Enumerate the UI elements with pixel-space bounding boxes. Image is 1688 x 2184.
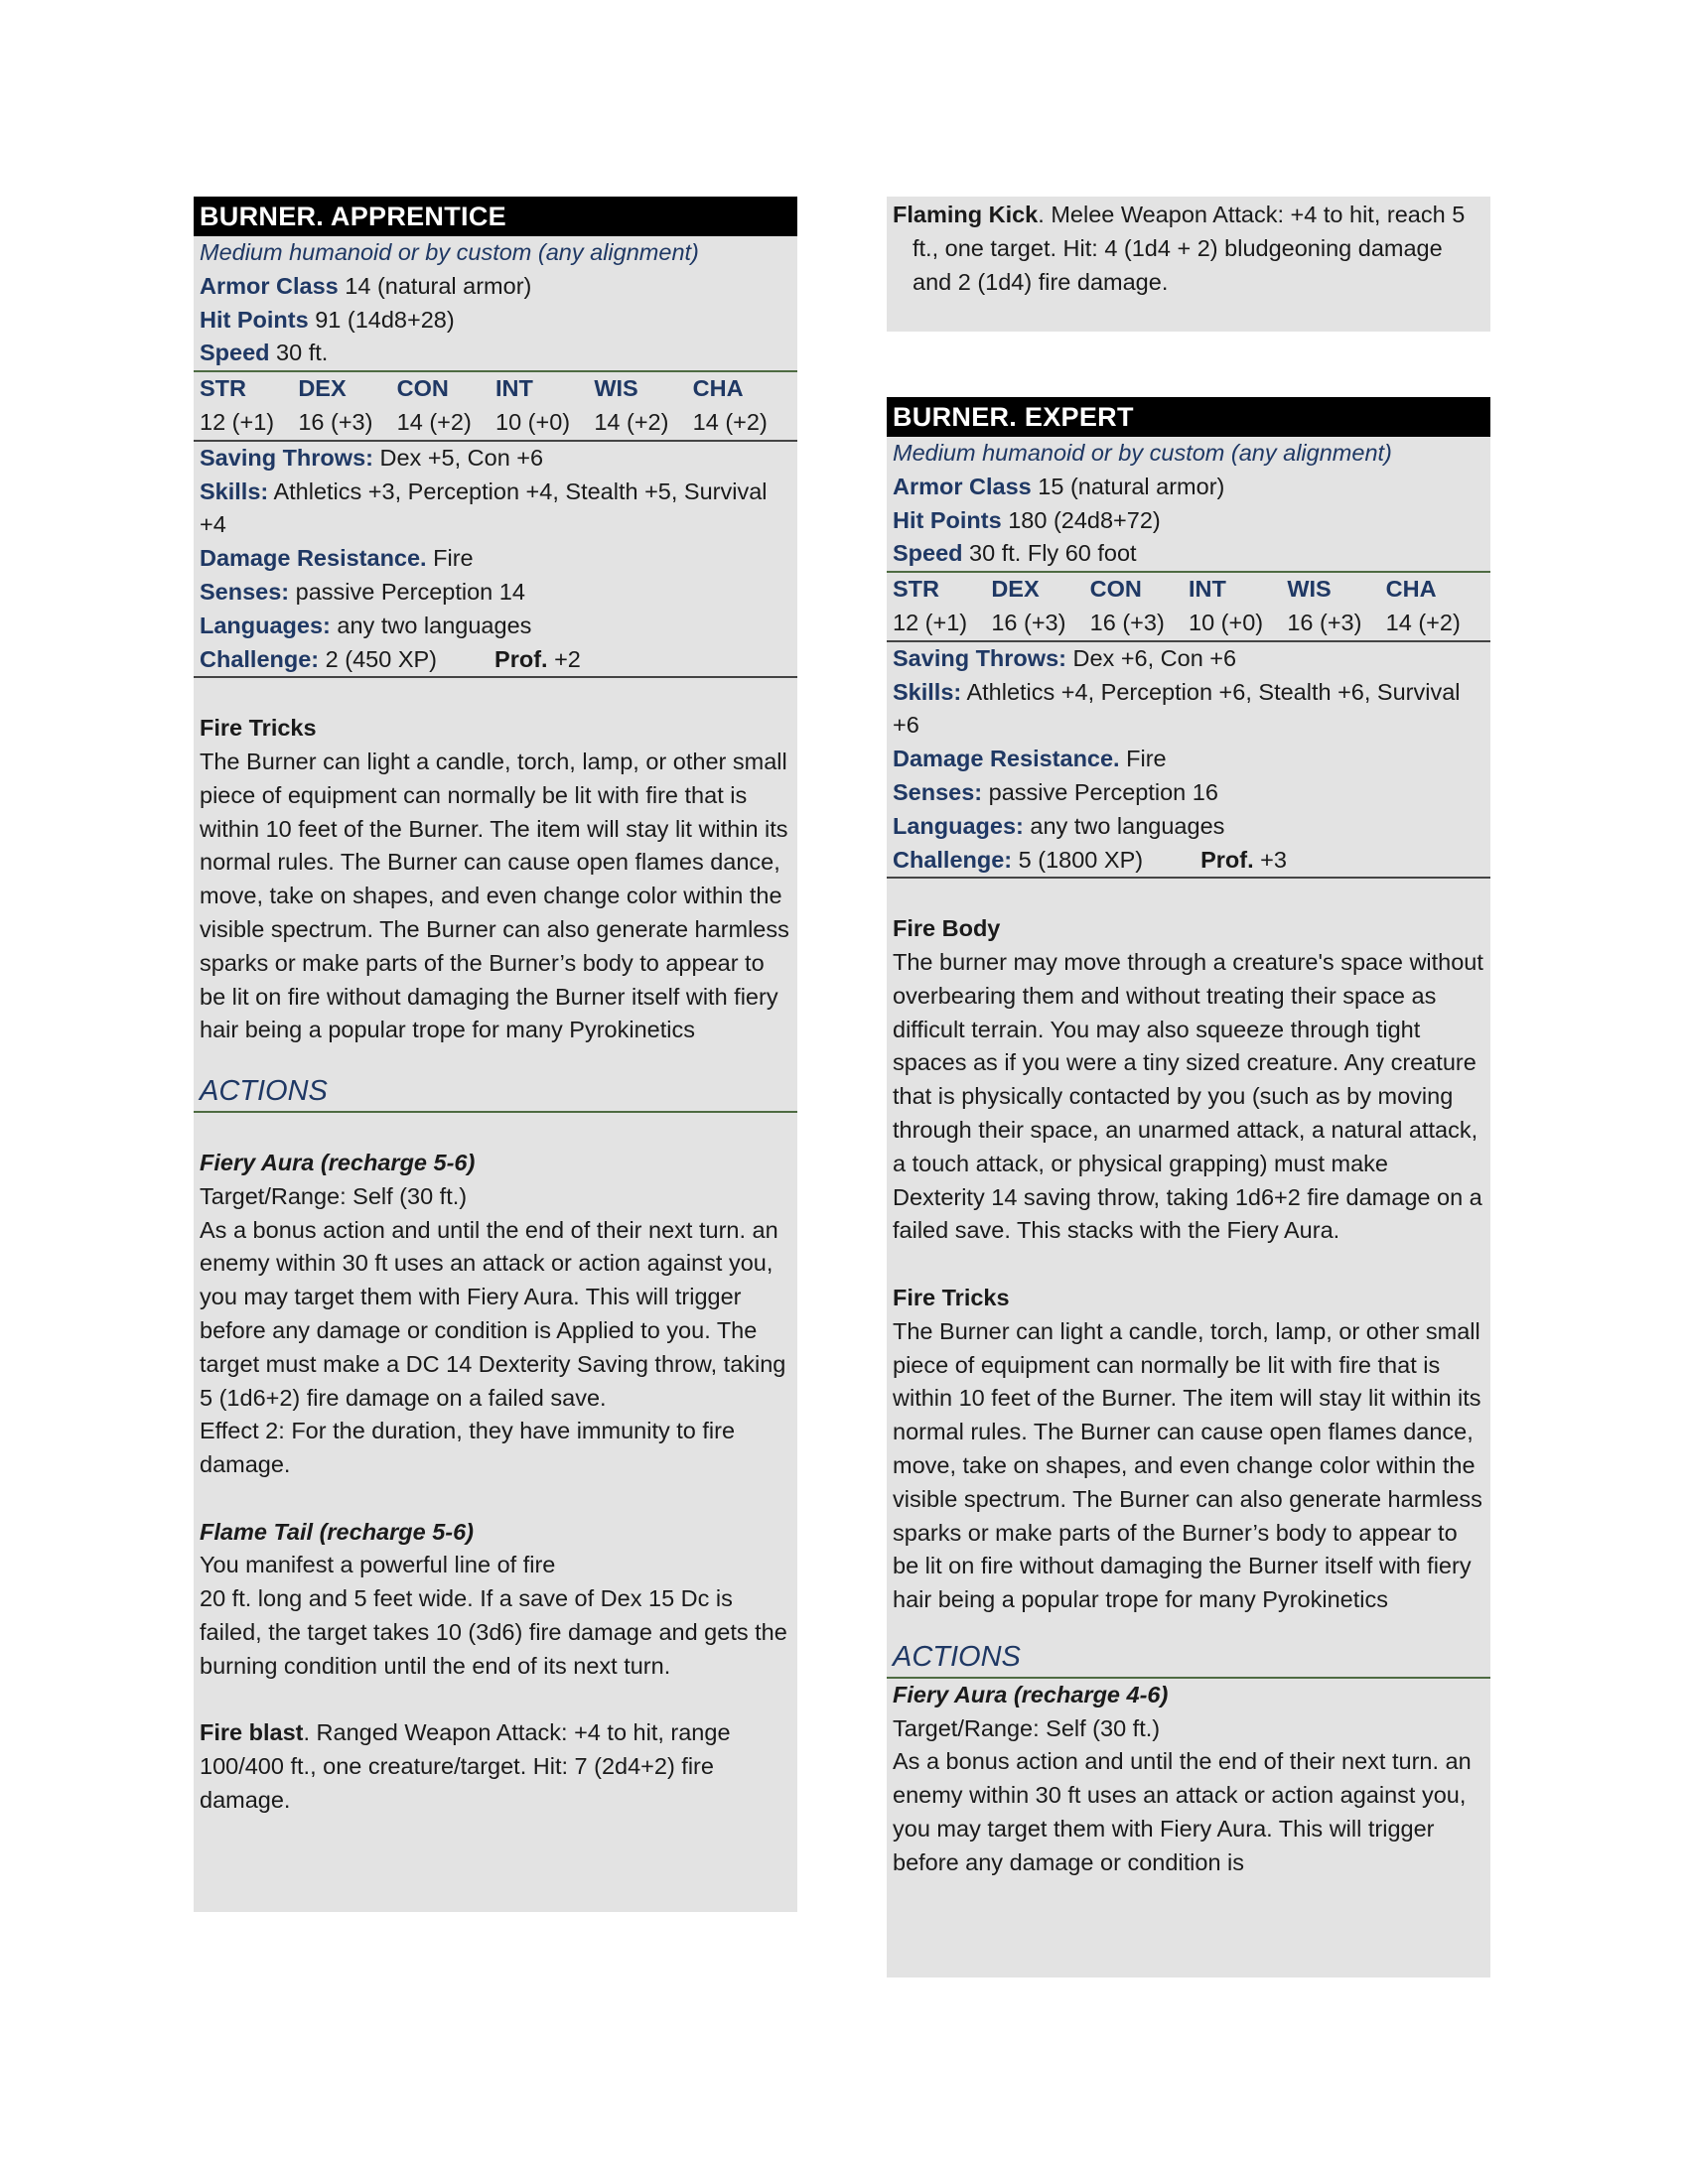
expert-ability-scores: STR DEX CON INT WIS CHA 12 (+1) 16 (+3) 16 (+3) 10 (+0) 16 (+3) 14 (+2) [893,576,1461,635]
expert-statblock [887,397,1490,1978]
apprentice-saves: Saving Throws: Dex +5, Con +6 [200,444,544,471]
apprentice-statblock [194,197,797,1912]
apprentice-fiery-aura-effect2: Effect 2: For the duration, they have immunity to fire damage. [200,1418,736,1478]
apprentice-ability-scores: STR DEX CON INT WIS CHA 12 (+1) 16 (+3) 14 (+2) 10 (+0) 14 (+2) 14 (+2) [200,375,768,435]
expert-armor: Armor Class 15 (natural armor) [893,473,1225,499]
apprentice-senses: Senses: passive Perception 14 [200,578,525,605]
expert-subtitle: Medium humanoid or by custom (any alignment) [893,440,1392,466]
expert-fiery-aura-range: Target/Range: Self (30 ft.) [893,1714,1161,1741]
apprentice-subtitle: Medium humanoid or by custom (any alignment) [200,239,699,265]
apprentice-flame-tail-title: Flame Tail (recharge 5-6) [200,1518,475,1545]
apprentice-flame-tail-text: 20 ft. long and 5 feet wide. If a save of Dex 15 Dc is failed, the target takes 10 (3d6) fire damage and gets the burning condition until the end of its next turn. [200,1585,787,1679]
expert-fire-body-title: Fire Body [893,915,1001,942]
expert-fire-tricks-text: The Burner can light a candle, torch, lamp, or other small piece of equipment can normally be lit with fire that is within 10 feet of the Burner. The item will stay lit within its normal rules. The Burner can cause open flames dance, move, take on shapes, and even change color within the visible spectrum. The Burner can also generate harmless sparks or make parts of the Burner’s body to appear to be lit on fire without damaging the Burner itself with fiery hair being a popular trope for many Pyrokinetics [893,1317,1482,1613]
apprentice-hp: Hit Points 91 (14d8+28) [200,306,455,333]
expert-saves: Saving Throws: Dex +6, Con +6 [893,644,1237,671]
expert-languages: Languages: any two languages [893,812,1225,839]
apprentice-title: BURNER. APPRENTICE [194,197,797,236]
expert-hp: Hit Points 180 (24d8+72) [893,506,1161,533]
apprentice-languages: Languages: any two languages [200,612,532,638]
apprentice-challenge: Challenge: 2 (450 XP) Prof. +2 [200,645,581,672]
apprentice-fire-blast: Fire blast. Ranged Weapon Attack: +4 to hit, range 100/400 ft., one creature/target. Hit: 7 (2d4+2) fire damage. [200,1719,731,1814]
apprentice-fire-tricks-text: The Burner can light a candle, torch, lamp, or other small piece of equipment can normally be lit with fire that is within 10 feet of the Burner. The item will stay lit within its normal rules. The Burner can cause open flames dance, move, take on shapes, and even change color within the visible spectrum. The Burner can also generate harmless sparks or make parts of the Burner’s body to appear to be lit on fire without damaging the Burner itself with fiery hair being a popular trope for many Pyrokinetics [200,748,789,1043]
apprentice-fiery-aura-title: Fiery Aura (recharge 5-6) [200,1149,476,1175]
flaming-kick-block [887,197,1490,332]
expert-fiery-aura-title: Fiery Aura (recharge 4-6) [893,1681,1169,1707]
expert-challenge: Challenge: 5 (1800 XP) Prof. +3 [893,846,1287,873]
expert-fire-tricks-title: Fire Tricks [893,1284,1010,1310]
apprentice-resistance: Damage Resistance. Fire [200,545,474,572]
apprentice-fiery-aura-text: As a bonus action and until the end of their next turn. an enemy within 30 ft uses an attack or action against you, you may target them with Fiery Aura. This will trigger before any damage or condition is Applied to you. The target must make a DC 14 Dexterity Saving throw, taking 5 (1d6+2) fire damage on a failed save. [200,1216,786,1411]
expert-senses: Senses: passive Perception 16 [893,778,1218,805]
apprentice-speed: Speed 30 ft. [200,340,329,366]
flaming-kick: Flaming Kick. Melee Weapon Attack: +4 to hit, reach 5 ft., one target. Hit: 4 (1d4 + 2) bludgeoning damage and 2 (1d4) fire damage. [893,202,1466,295]
expert-fiery-aura-text: As a bonus action and until the end of their next turn. an enemy within 30 ft uses an attack or action against you, you may target them with Fiery Aura. This will trigger before any damage or condition is [893,1748,1472,1875]
expert-title: BURNER. EXPERT [887,397,1490,437]
apprentice-fire-tricks-title: Fire Tricks [200,715,317,742]
apprentice-flame-tail-line1: You manifest a powerful line of fire [200,1552,556,1578]
expert-fire-body-text: The burner may move through a creature's space without overbearing them and without treating their space as difficult terrain. You may also squeeze through tight spaces as if you were a tiny sized creature. Any creature that is physically contacted by you (such as by moving through their space, an unarmed attack, a natural attack, a touch attack, or physical grapping) must make Dexterity 14 saving throw, taking 1d6+2 fire damage on a failed save. This stacks with the Fiery Aura. [893,948,1483,1244]
apprentice-armor: Armor Class 14 (natural armor) [200,272,532,299]
apprentice-skills: Skills: Athletics +3, Perception +4, Stealth +5, Survival +4 [200,478,768,538]
expert-resistance: Damage Resistance. Fire [893,746,1167,772]
expert-speed: Speed 30 ft. Fly 60 foot [893,540,1137,567]
apprentice-actions-heading: ACTIONS [200,1075,328,1108]
expert-actions-heading: ACTIONS [893,1640,1021,1673]
apprentice-fiery-aura-range: Target/Range: Self (30 ft.) [200,1182,468,1209]
expert-skills: Skills: Athletics +4, Perception +6, Stealth +6, Survival +6 [893,678,1461,739]
